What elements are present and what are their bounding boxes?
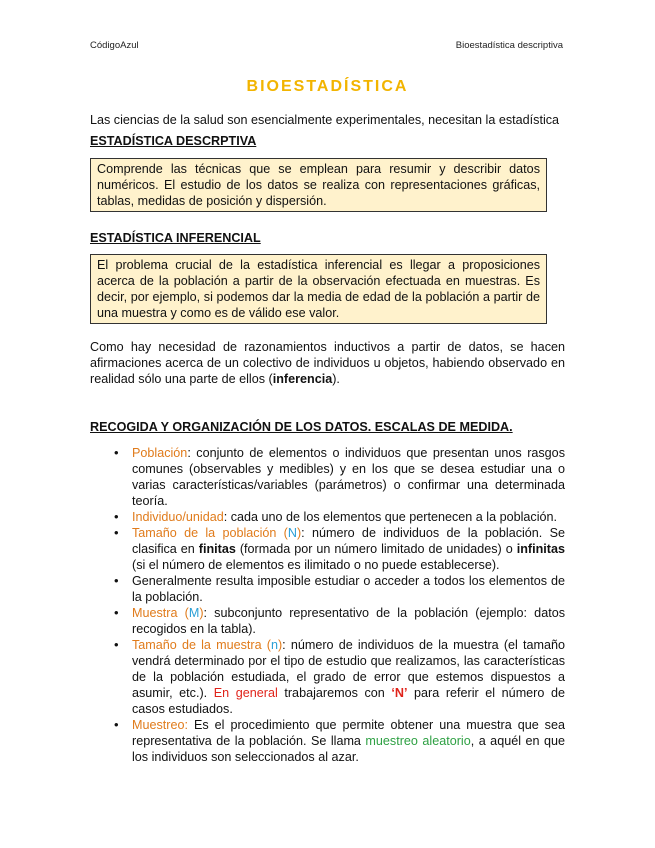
descriptiva-heading: ESTADÍSTICA DESCRPTIVA	[90, 134, 257, 148]
inferencial-box: El problema crucial de la estadística inferencial es llegar a proposiciones acerca de la población a partir de la observación efectuada en muestras. Es decir, por ejemplo, si podemos dar la media de edad de la población a partir de una muestra y como es de válido ese valor.	[90, 254, 547, 324]
list-item: • Población: conjunto de elementos o individuos que presentan unos rasgos comunes (observables y medibles) y en los que se desea estudiar una o varias características/variables (parámetros) o confirmar una determinada teoría.	[112, 445, 565, 509]
inference-paragraph: Como hay necesidad de razonamientos inductivos a partir de datos, se hacen afirmaciones acerca de un colectivo de individuos u objetos, habiendo observado en realidad sólo una parte de ellos (inferencia).	[90, 340, 565, 386]
header-right: Bioestadística descriptiva	[455, 40, 563, 51]
list-item: • Individuo/unidad: cada uno de los elementos que pertenecen a la población.	[112, 509, 565, 525]
inference-term: inferencia	[272, 372, 333, 386]
list-item: • Muestra (M): subconjunto representativo de la población (ejemplo: datos recogidos en la tabla).	[112, 605, 565, 637]
list-item: • Generalmente resulta imposible estudiar o acceder a todos los elementos de la población.	[112, 573, 565, 605]
inferencial-heading: ESTADÍSTICA INFERENCIAL	[90, 231, 261, 245]
header-left: CódigoAzul	[90, 40, 139, 51]
definitions-list	[112, 445, 565, 765]
page-title: BIOESTADÍSTICA	[246, 78, 409, 95]
list-item: • Tamaño de la muestra (n): número de individuos de la muestra (el tamaño vendrá determinado por el tipo de estudio que realizamos, las características de la población estudiada, el grado de error que estemos dispuestos a asumir, etc.). En general trabajaremos con ‘N’ para referir el número de casos estudiados.	[112, 637, 565, 717]
descriptiva-box: Comprende las técnicas que se emplean para resumir y describir datos numéricos. El estudio de los datos se realiza con representaciones gráficas, tablas, medidas de posición y dispersión.	[90, 158, 547, 212]
list-item: • Tamaño de la población (N): número de individuos de la población. Se clasifica en finitas (formada por un número limitado de unidades) o infinitas (si el número de elementos es ilimitado o no puede establecerse).	[112, 525, 565, 573]
recogida-heading: RECOGIDA Y ORGANIZACIÓN DE LOS DATOS. ESCALAS DE MEDIDA.	[90, 420, 513, 434]
intro-text: Las ciencias de la salud son esencialmente experimentales, necesitan la estadística	[90, 113, 560, 127]
list-item: • Muestreo: Es el procedimiento que permite obtener una muestra que sea representativa de la población. Se llama muestreo aleatorio, a aquél en que los individuos son seleccionados al azar.	[112, 717, 565, 765]
